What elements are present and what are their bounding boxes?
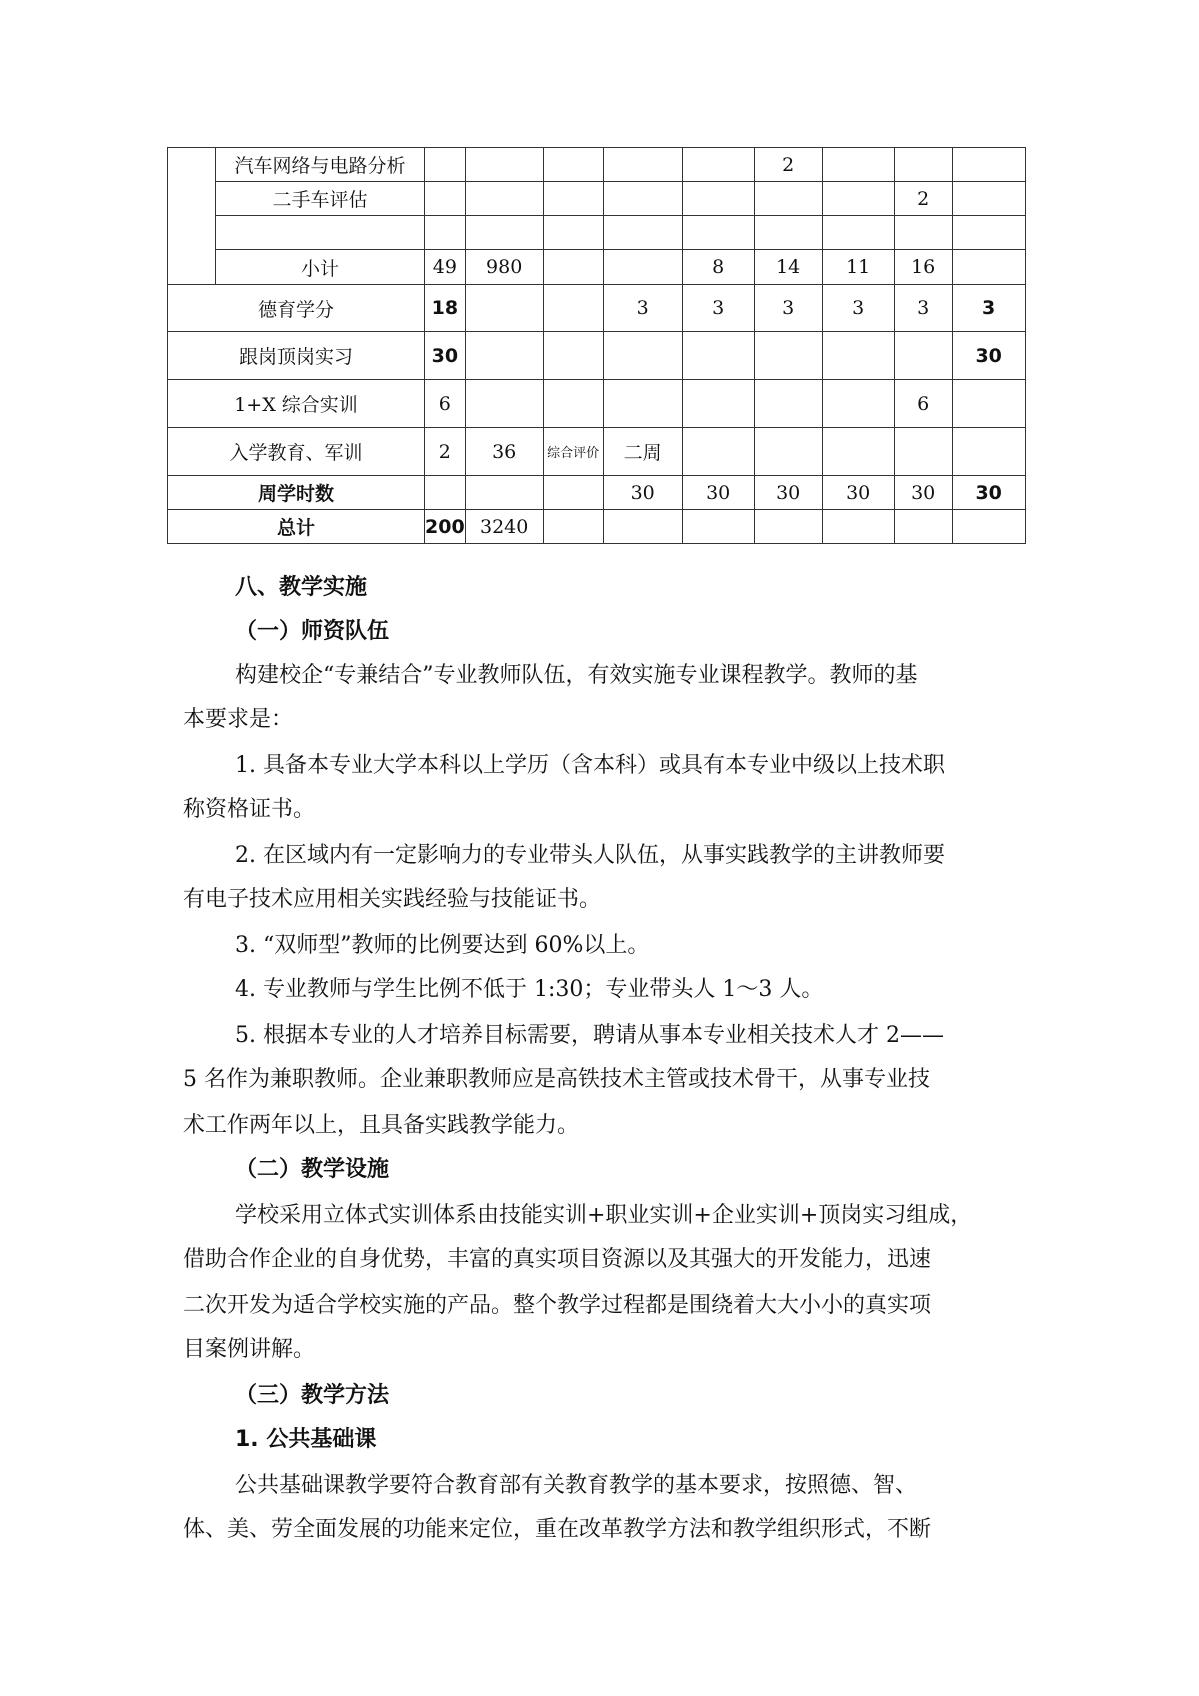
- credit-cell: 6: [425, 380, 466, 428]
- semester-cell: [682, 182, 754, 216]
- semester-cell: [894, 148, 952, 182]
- subtotal-label-cell: 小计: [216, 250, 425, 285]
- credit-cell: 200: [425, 510, 466, 544]
- assessment-cell: [543, 380, 603, 428]
- credit-cell: [425, 476, 466, 510]
- semester-cell: [682, 428, 754, 476]
- semester-cell: 30: [952, 476, 1025, 510]
- semester-cell: [603, 332, 682, 380]
- list-item: 4. 专业教师与学生比例不低于 1:30；专业带头人 1～3 人。: [235, 977, 824, 1002]
- semester-cell: [682, 148, 754, 182]
- list-item: 1. 具备本专业大学本科以上学历（含本科）或具有本专业中级以上技术职: [235, 753, 945, 778]
- subsubsection-heading: 1. 公共基础课: [235, 1427, 377, 1452]
- list-item: 3. “双师型”教师的比例要达到 60%以上。: [235, 933, 650, 958]
- semester-cell: [682, 216, 754, 250]
- semester-cell: [603, 182, 682, 216]
- semester-cell: [894, 216, 952, 250]
- semester-cell: [754, 182, 822, 216]
- assessment-cell: [543, 332, 603, 380]
- semester-cell: [952, 510, 1025, 544]
- paragraph-line: 本要求是：: [183, 707, 294, 732]
- credit-cell: 18: [425, 285, 466, 332]
- semester-cell: 3: [682, 285, 754, 332]
- semester-cell: 3: [754, 285, 822, 332]
- semester-cell: 3: [822, 285, 894, 332]
- table-row: [168, 182, 1026, 216]
- row-label-cell: 总计: [168, 510, 425, 544]
- semester-cell: [754, 428, 822, 476]
- table-row: [168, 332, 1026, 380]
- semester-cell: [822, 216, 894, 250]
- row-label-cell: 1+X 综合实训: [168, 380, 425, 428]
- table-row: [168, 476, 1026, 510]
- subsection-heading: （三）教学方法: [235, 1383, 390, 1408]
- list-item-continuation: 称资格证书。: [183, 797, 316, 822]
- semester-cell: 8: [682, 250, 754, 285]
- paragraph-line: 公共基础课教学要符合教育部有关教育教学的基本要求，按照德、智、: [235, 1473, 918, 1498]
- section-heading: 八、教学实施: [235, 575, 368, 600]
- semester-cell: [603, 510, 682, 544]
- paragraph-line: 二次开发为适合学校实施的产品。整个教学过程都是围绕着大大小小的真实项: [183, 1293, 932, 1318]
- semester-cell: [822, 510, 894, 544]
- semester-cell: [952, 216, 1025, 250]
- assessment-cell: [543, 250, 603, 285]
- hours-cell: 36: [465, 428, 543, 476]
- semester-cell: [754, 510, 822, 544]
- semester-cell: [682, 510, 754, 544]
- course-plan-table: [167, 147, 1026, 544]
- semester-cell: [894, 428, 952, 476]
- hours-cell: [465, 148, 543, 182]
- hours-cell: [465, 380, 543, 428]
- semester-cell: [952, 148, 1025, 182]
- semester-cell: [822, 332, 894, 380]
- semester-cell: [822, 380, 894, 428]
- paragraph-line: 构建校企“专兼结合”专业教师队伍，有效实施专业课程教学。教师的基: [235, 663, 918, 688]
- semester-cell: [603, 250, 682, 285]
- semester-cell: [952, 380, 1025, 428]
- subsection-heading: （一）师资队伍: [235, 619, 390, 644]
- semester-cell: [822, 148, 894, 182]
- list-item-continuation: 5 名作为兼职教师。企业兼职教师应是高铁技术主管或技术骨干，从事专业技: [183, 1067, 930, 1092]
- semester-cell: [682, 380, 754, 428]
- row-label-cell: 德育学分: [168, 285, 425, 332]
- paragraph-line: 体、美、劳全面发展的功能来定位，重在改革教学方法和教学组织形式，不断: [183, 1517, 932, 1542]
- semester-cell: [603, 380, 682, 428]
- semester-cell: 二周: [603, 428, 682, 476]
- row-label-cell: 入学教育、军训: [168, 428, 425, 476]
- semester-cell: 3: [603, 285, 682, 332]
- semester-cell: [822, 428, 894, 476]
- table-row: [168, 510, 1026, 544]
- assessment-cell: [543, 216, 603, 250]
- credit-cell: 49: [425, 250, 466, 285]
- semester-cell: 30: [754, 476, 822, 510]
- paragraph-line: 目案例讲解。: [183, 1337, 316, 1362]
- semester-cell: 30: [603, 476, 682, 510]
- semester-cell: [603, 148, 682, 182]
- course-name-cell: 汽车网络与电路分析: [216, 148, 425, 182]
- hours-cell: [465, 285, 543, 332]
- semester-cell: [894, 332, 952, 380]
- semester-cell: [603, 216, 682, 250]
- list-item: 5. 根据本专业的人才培养目标需要，聘请从事本专业相关技术人才 2——: [235, 1023, 944, 1048]
- semester-cell: 16: [894, 250, 952, 285]
- assessment-cell: [543, 476, 603, 510]
- table-row: [168, 250, 1026, 285]
- paragraph-line: 学校采用立体式实训体系由技能实训+职业实训+企业实训+顶岗实习组成，: [235, 1203, 973, 1228]
- semester-cell: [754, 380, 822, 428]
- semester-cell: [952, 182, 1025, 216]
- assessment-cell: [543, 510, 603, 544]
- list-item-continuation: 有电子技术应用相关实践经验与技能证书。: [183, 887, 602, 912]
- assessment-cell: [543, 148, 603, 182]
- category-cell: [168, 148, 216, 285]
- semester-cell: [754, 332, 822, 380]
- semester-cell: [682, 332, 754, 380]
- table-row: [168, 428, 1026, 476]
- assessment-cell: [543, 285, 603, 332]
- paragraph-line: 借助合作企业的自身优势，丰富的真实项目资源以及其强大的开发能力，迅速: [183, 1247, 932, 1272]
- credit-cell: [425, 148, 466, 182]
- table-row: [168, 148, 1026, 182]
- subsection-heading: （二）教学设施: [235, 1157, 390, 1182]
- table-row: [168, 216, 1026, 250]
- list-item-continuation: 术工作两年以上，且具备实践教学能力。: [183, 1113, 580, 1138]
- credit-cell: [425, 216, 466, 250]
- credit-cell: 2: [425, 428, 466, 476]
- assessment-cell: [543, 182, 603, 216]
- semester-cell: 30: [682, 476, 754, 510]
- semester-cell: 11: [822, 250, 894, 285]
- table-row: [168, 380, 1026, 428]
- hours-cell: [465, 216, 543, 250]
- semester-cell: 30: [894, 476, 952, 510]
- semester-cell: 3: [894, 285, 952, 332]
- semester-cell: [822, 182, 894, 216]
- semester-cell: [754, 216, 822, 250]
- semester-cell: 2: [894, 182, 952, 216]
- semester-cell: 14: [754, 250, 822, 285]
- semester-cell: [894, 510, 952, 544]
- credit-cell: [425, 182, 466, 216]
- course-name-cell: [216, 216, 425, 250]
- semester-cell: 30: [952, 332, 1025, 380]
- semester-cell: [952, 428, 1025, 476]
- row-label-cell: 跟岗顶岗实习: [168, 332, 425, 380]
- table-row: [168, 285, 1026, 332]
- row-label-cell: 周学时数: [168, 476, 425, 510]
- assessment-cell: 综合评价: [543, 428, 603, 476]
- hours-cell: [465, 182, 543, 216]
- hours-cell: 3240: [465, 510, 543, 544]
- course-name-cell: 二手车评估: [216, 182, 425, 216]
- hours-cell: [465, 332, 543, 380]
- semester-cell: 30: [822, 476, 894, 510]
- semester-cell: 2: [754, 148, 822, 182]
- semester-cell: [952, 250, 1025, 285]
- hours-cell: 980: [465, 250, 543, 285]
- semester-cell: 6: [894, 380, 952, 428]
- hours-cell: [465, 476, 543, 510]
- credit-cell: 30: [425, 332, 466, 380]
- semester-cell: 3: [952, 285, 1025, 332]
- list-item: 2. 在区域内有一定影响力的专业带头人队伍，从事实践教学的主讲教师要: [235, 843, 945, 868]
